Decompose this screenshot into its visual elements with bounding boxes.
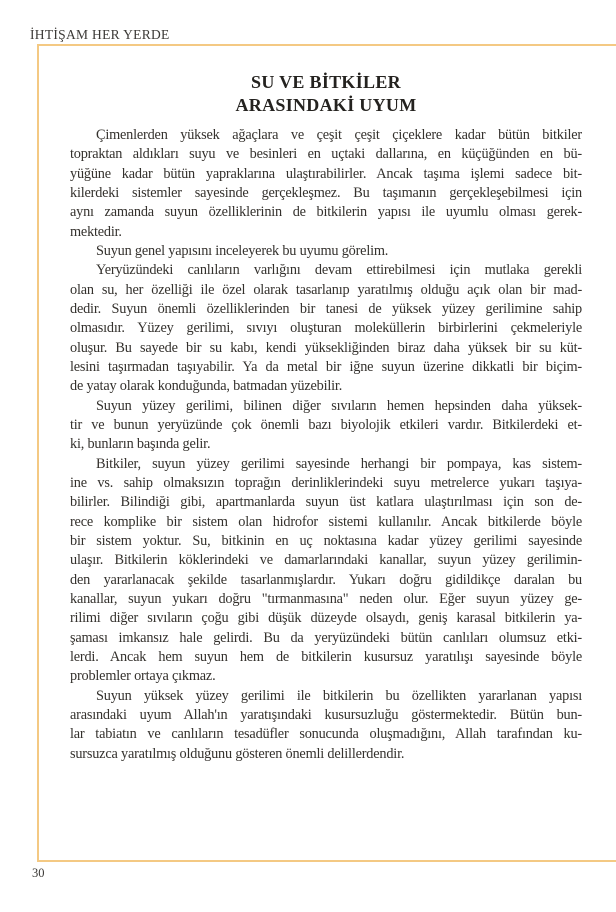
body-line: rece komplike bir sistem olan hidrofor sistemi kullanılır. Ancak bitkilerde böyle — [70, 513, 582, 530]
body-line: Bitkiler, suyun yüzey gerilimi sayesinde herhangi bir pompaya, kas sistem- — [96, 455, 582, 472]
body-line: kanallar, suyun yukarı doğru "tırmanmasına" neden olur. Eğer suyun yüzey ge- — [70, 590, 582, 607]
body-line: olan su, her özelliği ile özel olarak tasarlanıp yaratılmış olduğu açık olan bir mad- — [70, 281, 582, 298]
body-line: lar tabiatın ve canlıların tesadüfler sonucunda oluşmadığını, Allah tarafından ku- — [70, 726, 582, 743]
body-line: lerdi. Ancak hem suyun hem de bitkilerin kusursuz yaratılışı sayesinde böyle — [70, 648, 582, 665]
body-line: lesini taşırmadan taşıyabilir. Ya da metal bir iğne suyun üzerine dikkatli bir biçim- — [70, 358, 582, 375]
body-line: Çimenlerden yüksek ağaçlara ve çeşit çeşit çiçeklere kadar bütün bitkiler — [96, 127, 582, 143]
body-line: ine vs. sahip olmaksızın toprağın derinliklerindeki suyu metrelerce yukarı taşıya- — [70, 474, 582, 491]
body-line: de yatay olarak konduğunda, batmadan yüzebilir. — [70, 378, 343, 395]
body-line: den yararlanacak şekilde tasarlanmışlardır. Yukarı doğru gidildikçe daralan bu — [70, 571, 582, 588]
body-line: kilerdeki sistemler sayesinde gerçekleşmez. Bu taşımanın gerçekleşebilmesi için — [70, 184, 582, 201]
body-line: sursuzca yaratılmış olduğunu gösteren önemli delillerdendir. — [70, 745, 405, 762]
body-line: şaması imkansız hale gelirdi. Bu da yeryüzündeki bütün canlıları olumsuz etki- — [70, 629, 582, 646]
chapter-title-line1: SU VE BİTKİLER — [251, 72, 401, 92]
body-line: Suyun yüksek yüzey gerilimi ile bitkilerin bu özellikten yararlanan yapısı — [96, 687, 582, 704]
body-line: tir ve bunun yeryüzünde çok önemli bazı biyolojik etkileri vardır. Bitkilerdeki et- — [70, 416, 582, 433]
body-line: Suyun yüzey gerilimi, bilinen diğer sıvıların hemen hepsinden daha yüksek- — [96, 397, 582, 414]
body-line: oluşur. Bu sayede bir su kabı, kendi yüksekliğinden biraz daha yüksek bir su küt- — [70, 339, 582, 356]
body-line: mektedir. — [70, 223, 122, 240]
body-line: arasındaki uyum Allah'ın yaratışındaki kusursuzluğu göstermektedir. Bütün bun- — [70, 706, 582, 723]
body-text — [70, 126, 582, 764]
chapter-title — [70, 71, 582, 117]
body-line: ki, bunların başında gelir. — [70, 436, 211, 453]
chapter-title-line2: ARASINDAKİ UYUM — [235, 95, 417, 115]
body-line: rilimi diğer sıvıların çoğu gibi düşük düzeyde olsaydı, geniş karasal bitkilerin ya- — [70, 610, 582, 627]
page-number: 30 — [32, 866, 45, 880]
body-line: olmasıdır. Yüzey gerilimi, sıvıyı oluşturan moleküllerin birbirlerini çekmeleriyle — [70, 320, 582, 337]
body-line: yüğüne kadar bütün yapraklarına ulaştırabilirler. Ancak taşıma işlemi sadece bit- — [70, 165, 582, 182]
body-line: aynı zamanda suyun özelliklerinin de bitkilerin yapısı ile uyumlu olması gerek- — [70, 204, 582, 221]
body-line: problemler ortaya çıkmaz. — [70, 668, 216, 685]
body-line: topraktan aldıkları suyu ve besinleri en uçtaki dallarına, en küçüğünden en bü- — [70, 146, 582, 163]
body-line: dedir. Suyun önemli özelliklerinden bir tanesi de yüksek yüzey gerilimine sahip — [70, 300, 582, 317]
running-header: İHTİŞAM HER YERDE — [30, 27, 170, 42]
body-line: bilirler. Bilindiği gibi, apartmanlarda suyun üst katlara ulaştırılması için son de- — [70, 494, 582, 511]
body-line: Yeryüzündeki canlıların varlığını devam ettirebilmesi için mutlaka gerekli — [96, 262, 582, 279]
body-line: ulaşır. Bitkilerin köklerindeki ve damarlarındaki kanallar, suyun yüzey gerilimin- — [70, 552, 582, 569]
body-line: Suyun genel yapısını inceleyerek bu uyumu görelim. — [96, 242, 389, 259]
body-line: bir sistem yoktur. Su, bitkinin en uç noktasına kadar yüzey gerilimi sayesinde — [70, 532, 582, 549]
